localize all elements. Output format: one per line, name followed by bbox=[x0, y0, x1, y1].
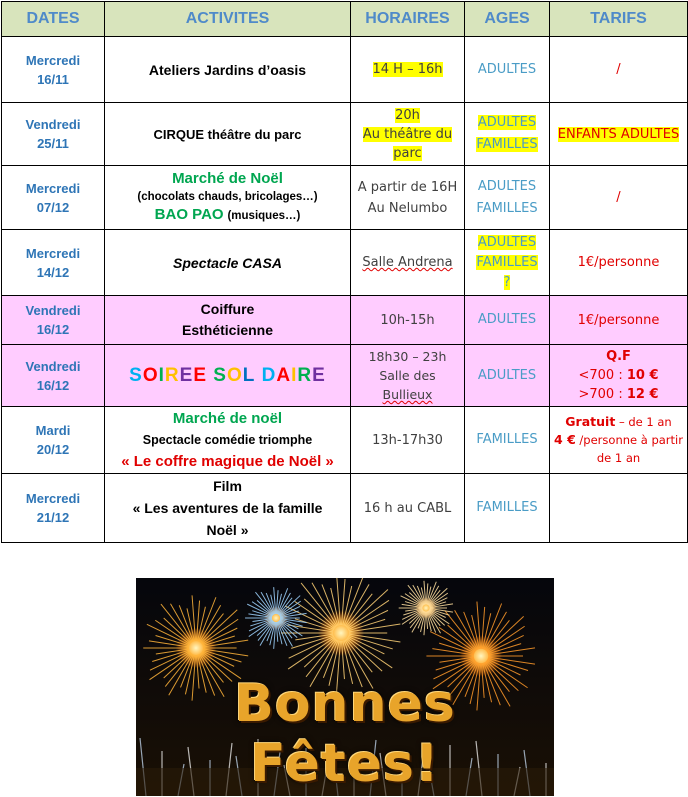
day-label: Vendredi bbox=[25, 117, 81, 132]
horaire-label: 16 h au CABL bbox=[363, 500, 452, 516]
date-label: 16/11 bbox=[37, 71, 69, 87]
activity-detail: (musiques…) bbox=[227, 210, 301, 222]
activity-detail: Spectacle comédie triomphe bbox=[142, 433, 313, 447]
activity-label: CIRQUE théâtre du parc bbox=[153, 126, 302, 142]
tarif-cell bbox=[550, 296, 688, 345]
tarif-cell bbox=[550, 345, 688, 407]
ages-cell bbox=[465, 296, 550, 345]
table-row bbox=[2, 296, 688, 345]
tarif-cell bbox=[550, 474, 688, 543]
tarif-line: – de 1 an bbox=[615, 415, 672, 429]
activity-label: Spectacle CASA bbox=[173, 254, 282, 271]
activity-title: Marché de noël bbox=[172, 410, 283, 427]
rainbow-letter: D bbox=[261, 364, 277, 386]
table-row bbox=[2, 37, 688, 103]
horaire-cell bbox=[351, 166, 465, 230]
horaire-label: Salle Andrena bbox=[362, 255, 453, 270]
table-row bbox=[2, 474, 688, 543]
horaire-line: parc bbox=[393, 145, 422, 161]
activity-line: Esthéticienne bbox=[181, 322, 274, 338]
tarif-cell bbox=[550, 37, 688, 103]
date-label: 14/12 bbox=[36, 264, 70, 280]
ages-label: ADULTES bbox=[477, 367, 537, 383]
banner-title: Bonnes Fêtes! bbox=[234, 674, 456, 794]
date-label: 20/12 bbox=[36, 442, 70, 457]
tarif-amount: 4 € bbox=[554, 432, 576, 447]
header-ages: AGES bbox=[465, 2, 550, 37]
ages-line: FAMILLES bbox=[476, 137, 538, 152]
horaire-line: Au théâtre du bbox=[362, 126, 453, 142]
ages-label: ADULTES bbox=[477, 312, 537, 327]
horaire-label: 14 H – 16h bbox=[372, 62, 443, 77]
header-tarifs: TARIFS bbox=[550, 2, 688, 37]
rainbow-letter: E bbox=[312, 364, 326, 386]
tarif-amount: 12 € bbox=[626, 387, 659, 402]
activity-cell bbox=[105, 474, 351, 543]
activity-line: Coiffure bbox=[200, 301, 255, 317]
activity-line: Film bbox=[213, 478, 242, 494]
activity-cell bbox=[105, 230, 351, 296]
rainbow-letter: I bbox=[158, 364, 165, 386]
tarif-line: Q.F bbox=[606, 349, 631, 364]
rainbow-letter: R bbox=[297, 364, 313, 386]
header-row bbox=[2, 2, 688, 37]
activity-title: Marché de Noël bbox=[172, 170, 283, 187]
tarif-line: de 1 an bbox=[596, 451, 641, 465]
activity-cell bbox=[105, 407, 351, 474]
ages-label: FAMILLES bbox=[476, 500, 538, 515]
date-label: 16/12 bbox=[36, 322, 70, 337]
activity-cell bbox=[105, 103, 351, 166]
tarif-cell bbox=[550, 166, 688, 230]
ages-cell bbox=[465, 407, 550, 474]
ages-cell bbox=[465, 474, 550, 543]
header-dates: DATES bbox=[2, 2, 105, 37]
day-label: Mercredi bbox=[25, 180, 81, 196]
horaire-line: A partir de 16H bbox=[357, 179, 458, 195]
tarif-line: /personne à partir bbox=[575, 433, 683, 447]
horaire-cell bbox=[351, 37, 465, 103]
rainbow-letter: R bbox=[164, 364, 180, 386]
table-row bbox=[2, 103, 688, 166]
rainbow-letter: L bbox=[242, 364, 256, 386]
ages-label: ADULTES bbox=[477, 61, 537, 77]
ages-cell bbox=[465, 166, 550, 230]
horaire-line: Bullieux bbox=[382, 387, 433, 402]
date-cell bbox=[2, 230, 105, 296]
day-label: Mercredi bbox=[25, 491, 81, 506]
date-label: 16/12 bbox=[36, 377, 70, 393]
date-label: 25/11 bbox=[37, 136, 69, 151]
rainbow-letter: O bbox=[142, 364, 159, 386]
ages-cell bbox=[465, 103, 550, 166]
table-row bbox=[2, 230, 688, 296]
header-activites: ACTIVITES bbox=[105, 2, 351, 37]
tarif-line: >700 : bbox=[578, 387, 627, 402]
horaire-cell bbox=[351, 103, 465, 166]
fireworks-banner bbox=[136, 578, 554, 796]
day-label: Vendredi bbox=[25, 358, 81, 374]
activity-cell bbox=[105, 166, 351, 230]
horaire-line: Au Nelumbo bbox=[367, 200, 448, 216]
rainbow-letter: O bbox=[226, 364, 243, 386]
tarif-label: 1€/personne bbox=[577, 312, 660, 328]
activity-label: Ateliers Jardins d’oasis bbox=[148, 61, 307, 78]
table-row bbox=[2, 345, 688, 407]
horaire-cell bbox=[351, 474, 465, 543]
ages-cell bbox=[465, 37, 550, 103]
activity-cell bbox=[105, 296, 351, 345]
ages-line: FAMILLES bbox=[476, 200, 538, 216]
ages-line: ADULTES bbox=[477, 234, 537, 250]
horaire-cell bbox=[351, 296, 465, 345]
date-label: 21/12 bbox=[36, 510, 70, 525]
schedule-table bbox=[1, 1, 688, 543]
activity-detail: (chocolats chauds, bricolages…) bbox=[137, 191, 318, 203]
horaire-line: 20h bbox=[395, 107, 420, 123]
ages-line: ADULTES bbox=[477, 178, 537, 194]
ages-line: ADULTES bbox=[477, 115, 537, 130]
activity-title: BAO PAO bbox=[154, 206, 224, 223]
date-cell bbox=[2, 166, 105, 230]
activity-cell bbox=[105, 37, 351, 103]
rainbow-letter: S bbox=[213, 364, 227, 386]
header-horaires: HORAIRES bbox=[351, 2, 465, 37]
day-label: Vendredi bbox=[25, 303, 81, 318]
ages-line: FAMILLES bbox=[476, 254, 538, 270]
rainbow-letter: I bbox=[291, 364, 298, 386]
date-cell bbox=[2, 474, 105, 543]
tarif-cell bbox=[550, 407, 688, 474]
rainbow-letter: S bbox=[129, 364, 143, 386]
tarif-label: ENFANTS ADULTES bbox=[557, 126, 680, 142]
ages-line: ? bbox=[503, 274, 511, 290]
day-label: Mercredi bbox=[25, 52, 81, 68]
horaire-line: 18h30 – 23h bbox=[368, 349, 447, 364]
day-label: Mercredi bbox=[25, 245, 81, 261]
ages-cell bbox=[465, 230, 550, 296]
tarif-label: / bbox=[616, 62, 621, 77]
activity-line: Noël » bbox=[206, 522, 249, 538]
horaire-label: 10h-15h bbox=[380, 312, 435, 328]
activity-title: « Le coffre magique de Noël » bbox=[121, 453, 334, 470]
date-cell bbox=[2, 407, 105, 474]
rainbow-letter: E bbox=[193, 364, 208, 386]
tarif-cell bbox=[550, 103, 688, 166]
date-label: 07/12 bbox=[36, 199, 70, 215]
tarif-amount: 10 € bbox=[626, 368, 659, 383]
date-cell bbox=[2, 37, 105, 103]
date-cell bbox=[2, 103, 105, 166]
rainbow-letter: E bbox=[179, 364, 194, 386]
horaire-label: 13h-17h30 bbox=[372, 432, 443, 448]
ages-label: FAMILLES bbox=[476, 432, 538, 447]
tarif-label: / bbox=[616, 190, 621, 205]
horaire-cell bbox=[351, 345, 465, 407]
table-row bbox=[2, 407, 688, 474]
horaire-cell bbox=[351, 230, 465, 296]
day-label: Mardi bbox=[35, 423, 71, 438]
date-cell bbox=[2, 296, 105, 345]
horaire-line: Salle des bbox=[379, 368, 436, 383]
tarif-line: <700 : bbox=[578, 368, 627, 383]
tarif-amount: Gratuit bbox=[565, 414, 616, 429]
activity-cell bbox=[105, 345, 351, 407]
tarif-label: 1€/personne bbox=[577, 255, 660, 270]
rainbow-letter: A bbox=[276, 364, 292, 386]
horaire-cell bbox=[351, 407, 465, 474]
tarif-cell bbox=[550, 230, 688, 296]
date-cell bbox=[2, 345, 105, 407]
activity-line: « Les aventures de la famille bbox=[132, 500, 323, 516]
ages-cell bbox=[465, 345, 550, 407]
table-row bbox=[2, 166, 688, 230]
